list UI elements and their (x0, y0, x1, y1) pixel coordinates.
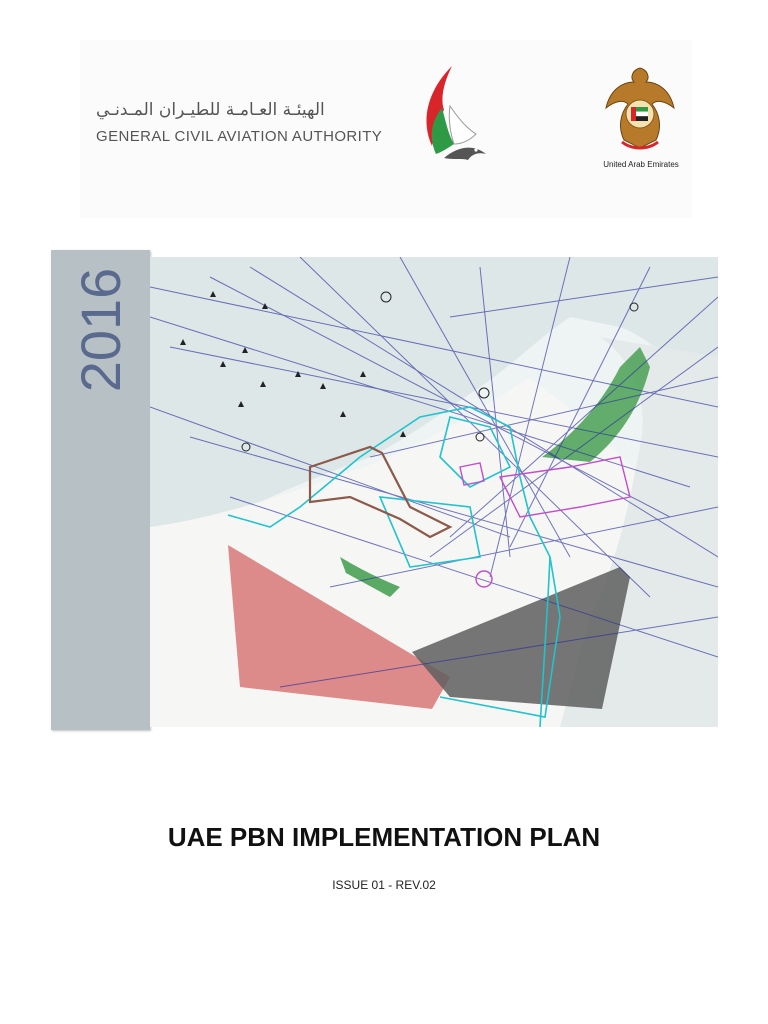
year-panel (51, 250, 150, 730)
document-title: UAE PBN IMPLEMENTATION PLAN (167, 822, 601, 852)
uae-emblem (602, 64, 678, 154)
uae-caption: United Arab Emirates (603, 160, 679, 169)
gcaa-logo (414, 62, 490, 172)
document-issue: ISSUE 01 - REV.02 (332, 878, 436, 892)
route-map (150, 257, 718, 727)
gcaa-arabic-name: الهيئـة العـامـة للطيـران المـدنـي (96, 100, 325, 120)
year-label: 2016 (69, 267, 132, 393)
gcaa-english-name: GENERAL CIVIL AVIATION AUTHORITY (96, 128, 383, 145)
